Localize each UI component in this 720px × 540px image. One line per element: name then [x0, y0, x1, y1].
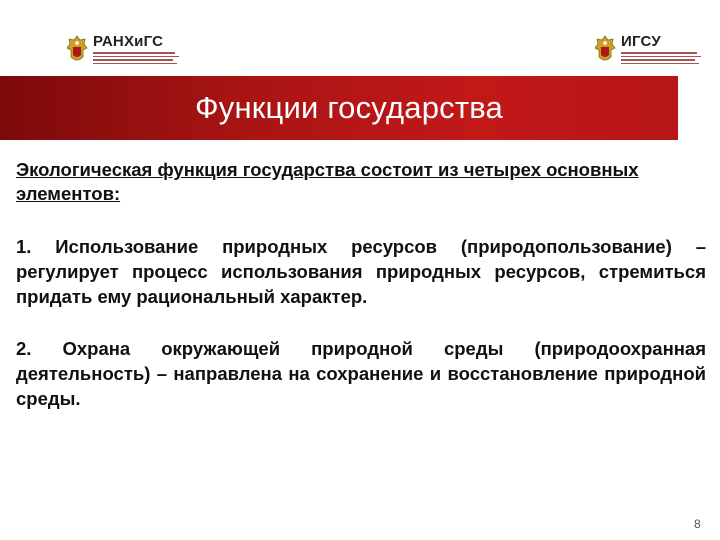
intro-text: Экологическая функция государства состоит из четырех основных элементов: [16, 159, 639, 204]
ranepa-logo-text: РАНХиГС [93, 33, 164, 50]
ranepa-emblem-icon [66, 35, 88, 63]
ranepa-logo-fineprint [93, 52, 179, 64]
title-band [0, 76, 678, 140]
igsu-logo [594, 34, 701, 64]
igsu-logo-text: ИГСУ [621, 33, 661, 50]
slide-content [16, 158, 706, 411]
slide-title: Функции государства [194, 90, 504, 125]
igsu-logo-fineprint [621, 52, 701, 64]
list-item: 2. Охрана окружающей природной среды (природоохранная деятельность) – направлена на сохранение и восстановление природной среды. [16, 338, 706, 409]
ranepa-logo [66, 34, 179, 64]
page-number: 8 [694, 517, 701, 531]
igsu-emblem-icon [594, 35, 616, 63]
list-item: 1. Использование природных ресурсов (природопользование) – регулирует процесс использования природных ресурсов, стремиться придать ему рациональный характер. [16, 236, 706, 307]
